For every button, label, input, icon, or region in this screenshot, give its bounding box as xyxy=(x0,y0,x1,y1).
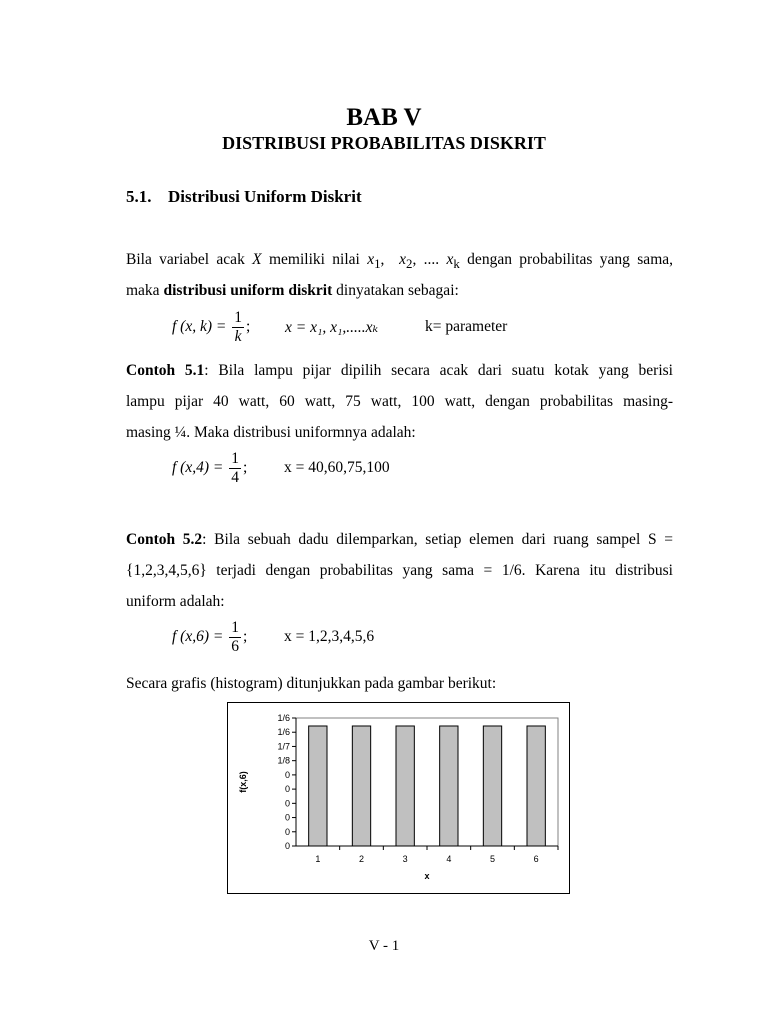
numerator: 1 xyxy=(234,309,242,326)
y-tick-label: 0 xyxy=(284,784,290,795)
intro-text: dinyatakan sebagai: xyxy=(332,282,459,299)
intro-text: , .... xyxy=(412,251,440,268)
formula-example-1 xyxy=(172,450,247,487)
section-title: Distribusi Uniform Diskrit xyxy=(168,187,362,206)
formula-sep: ; xyxy=(242,628,248,646)
histogram-bar xyxy=(352,726,370,846)
example-text: : Bila lampu pijar dipilih secara acak dari suatu kotak yang berisi xyxy=(204,362,673,379)
plot-area xyxy=(296,718,558,846)
var-x: X xyxy=(252,251,262,268)
y-axis-label: f(x,6) xyxy=(238,771,248,793)
example-5-1 xyxy=(126,355,673,448)
subscript: 2 xyxy=(405,256,413,272)
fraction xyxy=(229,619,241,656)
var-xk: x xyxy=(446,251,454,268)
formula-example-2-domain: x = 1,2,3,4,5,6 xyxy=(284,628,375,645)
formula-sep: ; xyxy=(245,318,251,336)
histogram-bar xyxy=(309,726,327,846)
x-tick-label: 1 xyxy=(315,854,321,864)
formula-lhs: f (x,6) = xyxy=(172,628,224,646)
intro-paragraph xyxy=(126,244,673,306)
formula-uniform-domain: x = x₁, x₁,.....xₖ xyxy=(285,319,379,336)
chapter-title: DISTRIBUSI PROBABILITAS DISKRIT xyxy=(222,133,546,153)
chapter-heading: BAB V xyxy=(346,104,422,131)
intro-line-2 xyxy=(126,275,673,306)
y-tick-label: 1/6 xyxy=(277,713,290,723)
intro-line-1: Bila variabel acak X memiliki nilai $x_1$, $x_2$, .... $x_k$ dengan probabilitas yang sama, xyxy=(126,251,673,272)
example-text: : Bila sebuah dadu dilemparkan, setiap elemen dari ruang sampel S = xyxy=(202,531,673,548)
x-axis-label: x xyxy=(424,871,430,881)
x-tick-label: 3 xyxy=(402,854,408,864)
formula-example-1-domain: x = 40,60,75,100 xyxy=(284,459,390,476)
example-5-2 xyxy=(126,524,673,617)
var-x1: x xyxy=(367,251,375,268)
graph-intro-text: Secara grafis (histogram) ditunjukkan pada gambar berikut: xyxy=(126,675,497,692)
numerator: 1 xyxy=(231,619,239,636)
denominator: 4 xyxy=(231,469,239,486)
example-line: {1,2,3,4,5,6} terjadi dengan probabilitas yang sama = 1/6. Karena itu distribusi xyxy=(126,562,673,579)
histogram-bar xyxy=(527,726,545,846)
histogram-svg xyxy=(228,703,569,893)
denominator: k xyxy=(234,328,242,345)
x-tick-label: 4 xyxy=(446,854,452,864)
histogram-bar xyxy=(396,726,414,846)
section-heading xyxy=(126,187,362,207)
example-line xyxy=(126,355,673,386)
y-tick-label: 0 xyxy=(284,826,290,837)
fraction xyxy=(229,450,241,487)
y-tick-label: 0 xyxy=(284,841,290,851)
example-line xyxy=(126,524,673,555)
example-line: lampu pijar 40 watt, 60 watt, 75 watt, 100 watt, dengan probabilitas masing- xyxy=(126,393,673,410)
y-tick-label: 1/6 xyxy=(277,727,290,738)
subscript: k xyxy=(453,256,460,272)
histogram-bar xyxy=(483,726,501,846)
example-line: uniform adalah: xyxy=(126,593,225,610)
y-tick-label: 0 xyxy=(284,798,290,809)
fraction xyxy=(232,309,244,346)
intro-bold-term: distribusi uniform diskrit xyxy=(163,282,333,299)
y-tick-label: 1/8 xyxy=(277,755,290,766)
example-label: Contoh 5.2 xyxy=(126,531,203,548)
subscript: 1 xyxy=(374,256,381,272)
histogram-bar xyxy=(440,726,458,846)
x-tick-label: 5 xyxy=(489,854,496,864)
graph-intro xyxy=(126,668,673,699)
denominator: 6 xyxy=(231,638,239,655)
x-tick-label: 6 xyxy=(533,854,539,864)
intro-text: dengan probabilitas yang sama, xyxy=(459,251,673,268)
intro-text: memiliki nilai xyxy=(261,251,368,268)
y-tick-label: 0 xyxy=(284,812,290,823)
numerator: 1 xyxy=(231,450,239,467)
formula-example-2 xyxy=(172,619,247,656)
page-number: V - 1 xyxy=(368,938,400,954)
example-label: Contoh 5.1 xyxy=(126,362,205,379)
section-number: 5.1. xyxy=(126,187,152,206)
histogram-chart xyxy=(227,702,570,894)
y-tick-label: 0 xyxy=(284,769,290,780)
y-tick-label: 1/7 xyxy=(277,741,290,752)
intro-text: Bila variabel acak xyxy=(126,251,253,268)
var-x2: x xyxy=(399,251,406,268)
formula-uniform xyxy=(172,309,250,346)
intro-text: maka xyxy=(126,282,164,299)
x-tick-label: 2 xyxy=(358,854,365,864)
formula-lhs: f (x,4) = xyxy=(172,459,224,477)
formula-sep: ; xyxy=(242,459,248,477)
formula-lhs: f (x, k) = xyxy=(172,318,227,336)
formula-uniform-param: k= parameter xyxy=(425,318,508,335)
example-line: masing ¼. Maka distribusi uniformnya adalah: xyxy=(126,424,416,441)
